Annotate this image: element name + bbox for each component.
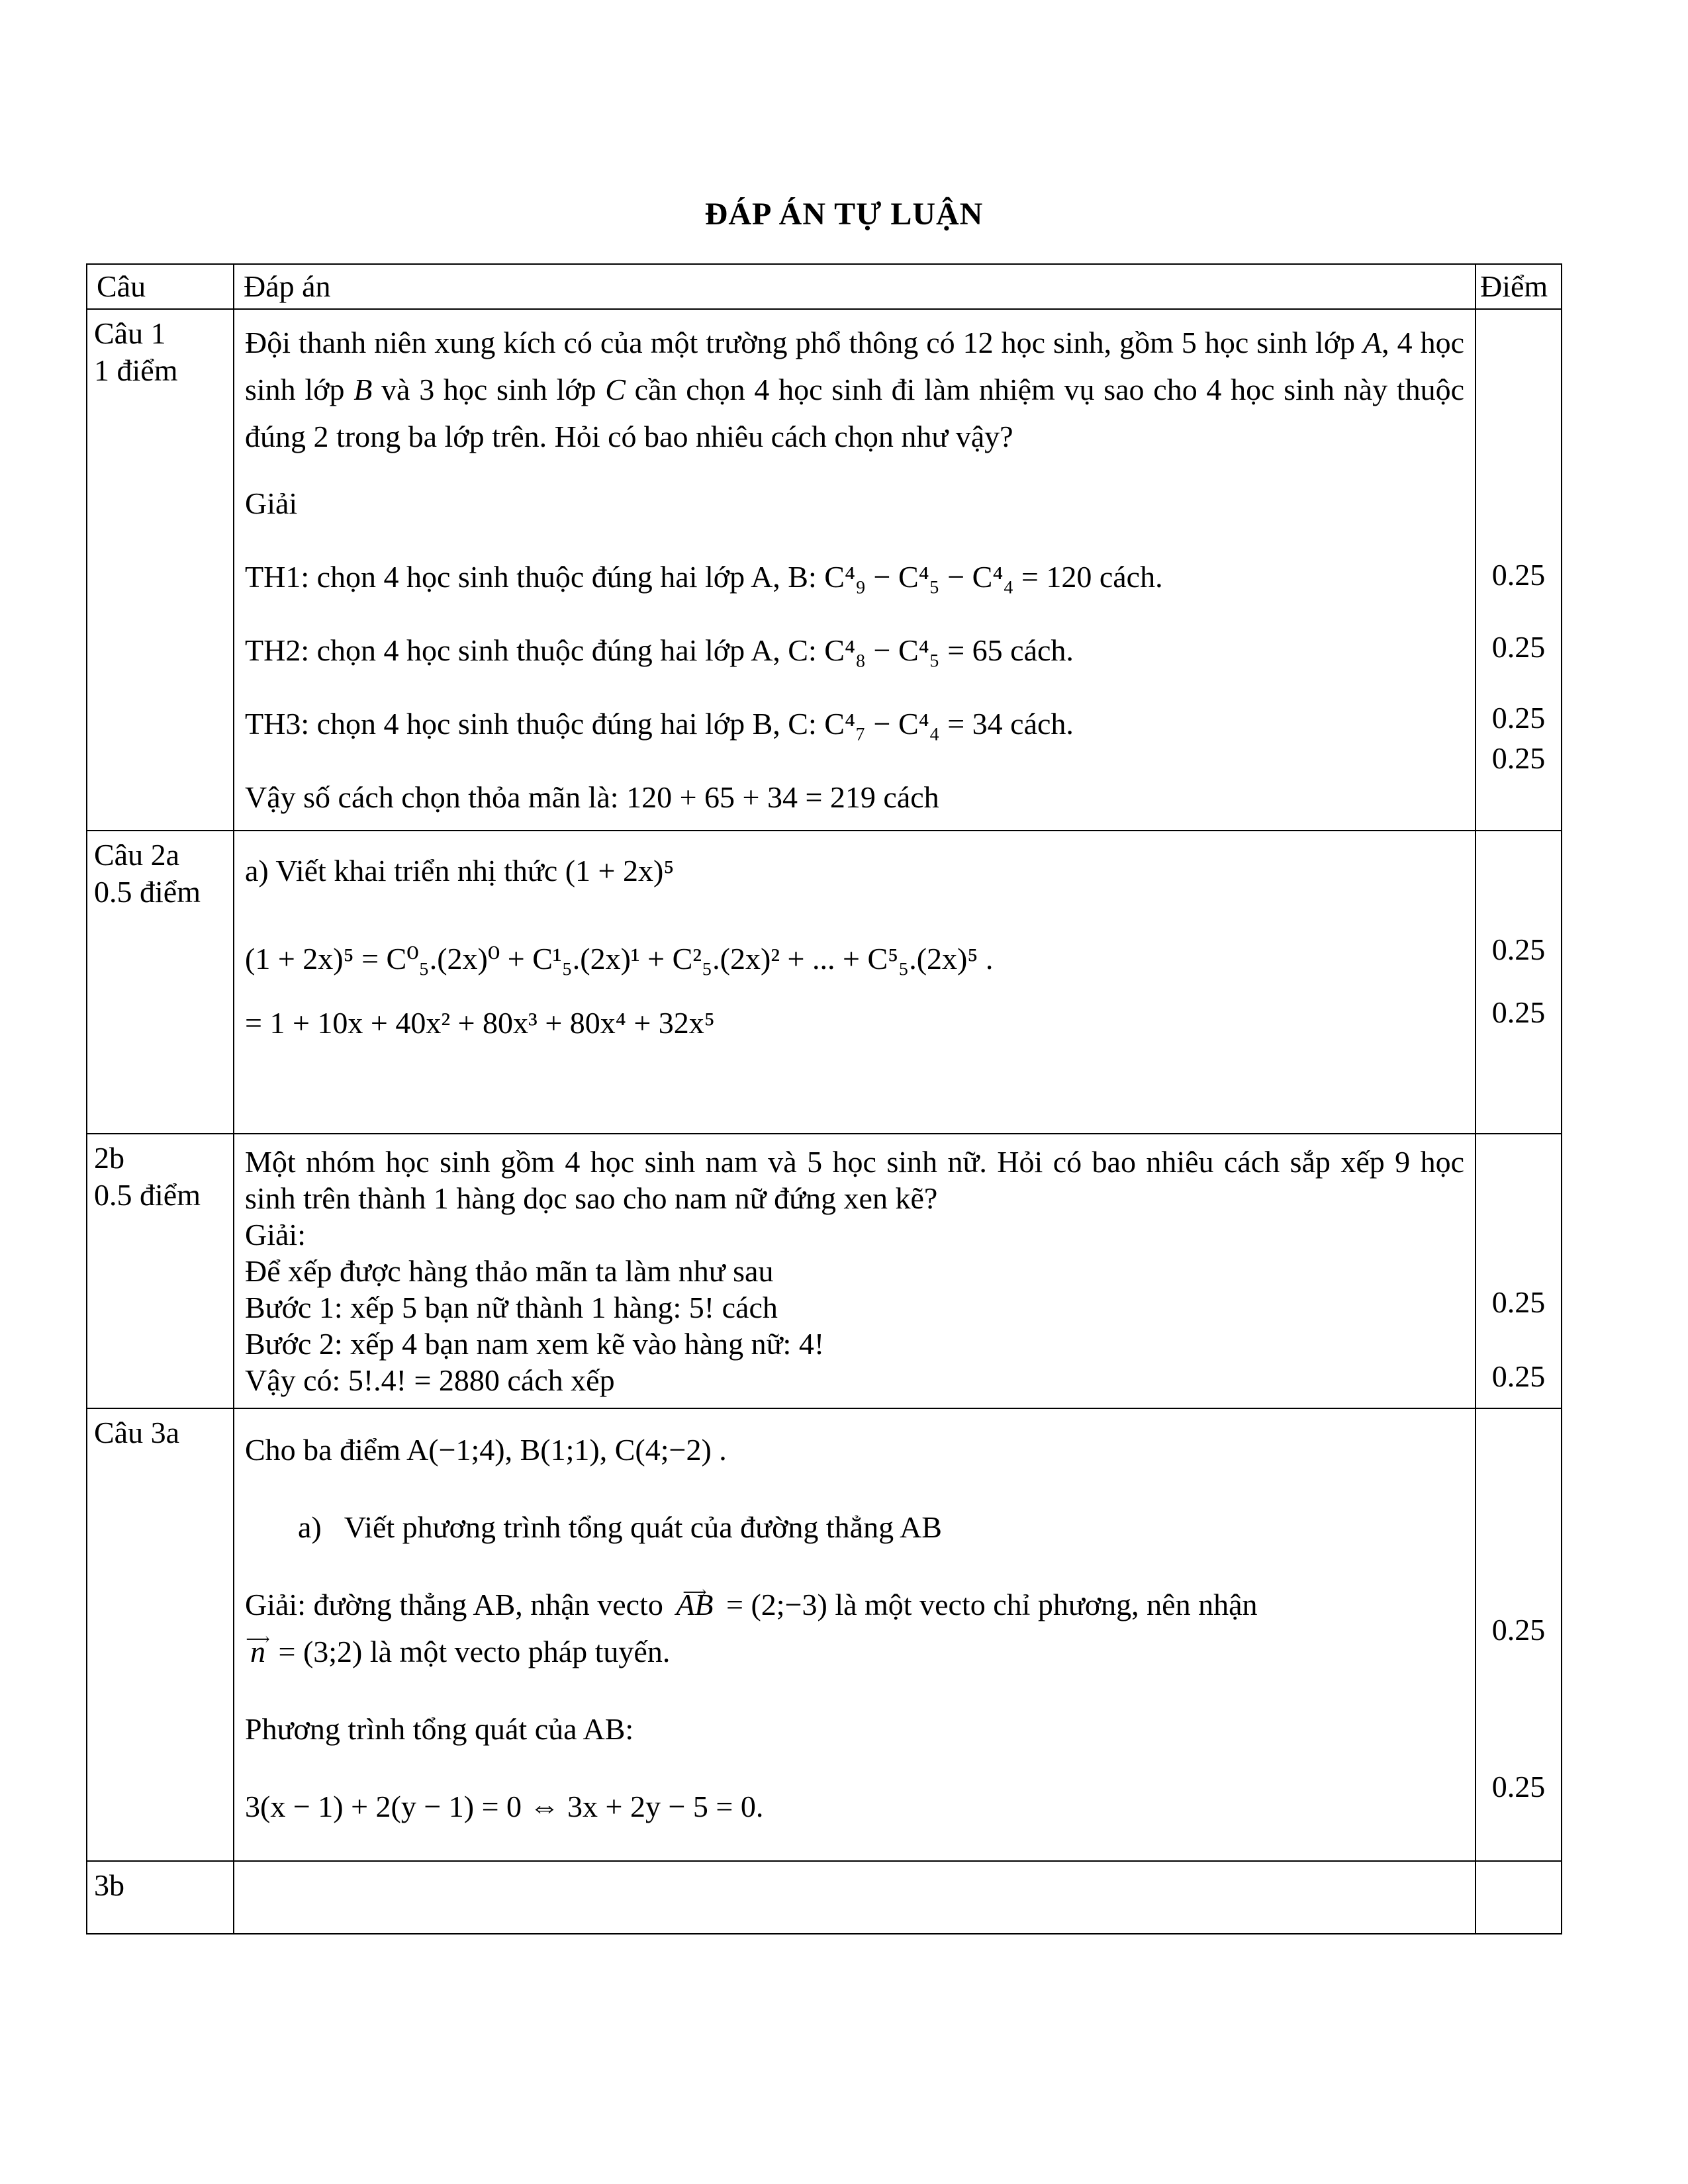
answer-cell-q2b [234,1134,1476,1408]
equation-label: Phương trình tổng quát của AB: [245,1712,634,1746]
item-marker: a) [298,1510,322,1544]
question-points: 0.5 điểm [94,875,201,909]
score-value: 0.25 [1491,1285,1546,1319]
task-q2a: a) Viết khai triển nhị thức (1 + 2x)⁵ [245,854,675,887]
score-value: 0.25 [1491,630,1546,664]
question-points: 0.5 điểm [94,1178,201,1212]
column-header-diem: Điểm [1476,264,1562,309]
question-label-q2a [87,831,234,1134]
score-cell-q1 [1476,309,1562,831]
question-label-q3a [87,1408,234,1861]
score-cell-q3a [1476,1408,1562,1861]
solution-text: Giải: đường thẳng AB, nhận vecto [245,1588,671,1621]
expansion-result: = 1 + 10x + 40x² + 80x³ + 80x⁴ + 32x⁵ [245,1006,715,1040]
question-number: Câu 1 [94,316,166,350]
score-cell-q2b [1476,1134,1562,1408]
task-q3a [298,1504,1464,1551]
problem-text: cần chọn 4 học sinh đi làm nhiệm vụ sao cho 4 học sinh này thuộc đúng 2 trong ba lớp trên. Hỏi có bao nhiêu cách chọn như vậy? [245,373,1464,453]
vector-ab: ⟶ AB [675,1581,714,1628]
score-cell-q2a [1476,831,1562,1134]
math-var-a: A [1363,326,1382,359]
page-title: ĐÁP ÁN TỰ LUẬN [704,197,984,232]
problem-text: , 4 học sinh lớp [245,326,1464,406]
case-th3: TH3: chọn 4 học sinh thuộc đúng hai lớp B, C: C⁴₇ − C⁴₄ = 34 cách. [245,707,1074,741]
solution-step-2: Bước 2: xếp 4 bạn nam xem kẽ vào hàng nữ: 4! [245,1327,825,1361]
answer-table [86,263,1562,1934]
score-value: 0.25 [1491,1770,1546,1803]
score-value: 0.25 [1491,1359,1546,1393]
solution-line-1 [245,1581,1464,1628]
question-label-q1 [87,309,234,831]
question-label-q2b [87,1134,234,1408]
question-number: 3b [94,1868,124,1902]
math-var-c: C [605,373,626,406]
problem-statement-q2b: Một nhóm học sinh gồm 4 học sinh nam và 5 học sinh nữ. Hỏi có bao nhiêu cách sắp xếp 9 học sinh trên thành 1 hàng dọc sao cho nam nữ đứng xen kẽ? [245,1145,1464,1215]
case-th2: TH2: chọn 4 học sinh thuộc đúng hai lớp A, C: C⁴₈ − C⁴₅ = 65 cách. [245,633,1074,667]
binomial-expansion: (1 + 2x)⁵ = C⁰₅.(2x)⁰ + C¹₅.(2x)¹ + C²₅.(2x)² + ... + C⁵₅.(2x)⁵ . [245,942,994,976]
answer-cell-q3b [234,1861,1476,1934]
table-row-q3a [87,1408,1562,1861]
solution-label-q1: Giải [245,486,298,520]
conclusion-q2b: Vậy có: 5!.4! = 2880 cách xếp [245,1363,615,1397]
table-row-q1 [87,309,1562,831]
column-header-dapan: Đáp án [234,264,1476,309]
line-equation: 3(x − 1) + 2(y − 1) = 0 ⇔ 3x + 2y − 5 = 0. [245,1790,764,1823]
score-value: 0.25 [1491,558,1546,592]
question-points: 1 điểm [94,353,178,387]
problem-statement-q1 [245,319,1464,460]
question-number: Câu 2a [94,838,180,872]
solution-text: = (2;−3) là một vecto chỉ phương, nên nhận [718,1588,1258,1621]
table-row-q3b [87,1861,1562,1934]
math-var-b: B [353,373,373,406]
score-value: 0.25 [1491,741,1546,775]
table-row-q2a [87,831,1562,1134]
case-th1: TH1: chọn 4 học sinh thuộc đúng hai lớp A, B: C⁴₉ − C⁴₅ − C⁴₄ = 120 cách. [245,560,1163,594]
conclusion-q1: Vậy số cách chọn thỏa mãn là: 120 + 65 + 34 = 219 cách [245,780,939,814]
question-number: Câu 3a [94,1416,180,1449]
problem-text: và 3 học sinh lớp [372,373,606,406]
score-value: 0.25 [1491,995,1546,1029]
given-points: Cho ba điểm A(−1;4), B(1;1), C(4;−2) . [245,1433,727,1467]
answer-cell-q2a [234,831,1476,1134]
question-label-q3b [87,1861,234,1934]
solution-label-q2b: Giải: [245,1218,306,1251]
score-value: 0.25 [1491,701,1546,735]
answer-cell-q1 [234,309,1476,831]
score-value: 0.25 [1491,1613,1546,1647]
score-value: 0.25 [1491,933,1546,966]
answer-cell-q3a [234,1408,1476,1861]
solution-line-2 [245,1628,1464,1675]
table-row-q2b [87,1134,1562,1408]
problem-text: Đội thanh niên xung kích có của một trường phổ thông có 12 học sinh, gồm 5 học sinh lớp [245,326,1364,359]
score-cell-q3b [1476,1861,1562,1934]
table-header-row [87,264,1562,309]
solution-step-1: Bước 1: xếp 5 bạn nữ thành 1 hàng: 5! cách [245,1291,778,1324]
column-header-cau: Câu [87,264,234,309]
solution-intro: Để xếp được hàng thảo mãn ta làm như sau [245,1254,774,1288]
solution-text: = (3;2) là một vecto pháp tuyến. [271,1635,671,1668]
vector-n: ⟶ n [249,1628,267,1675]
item-text: Viết phương trình tổng quát của đường thẳng AB [344,1510,942,1544]
question-number: 2b [94,1141,124,1175]
